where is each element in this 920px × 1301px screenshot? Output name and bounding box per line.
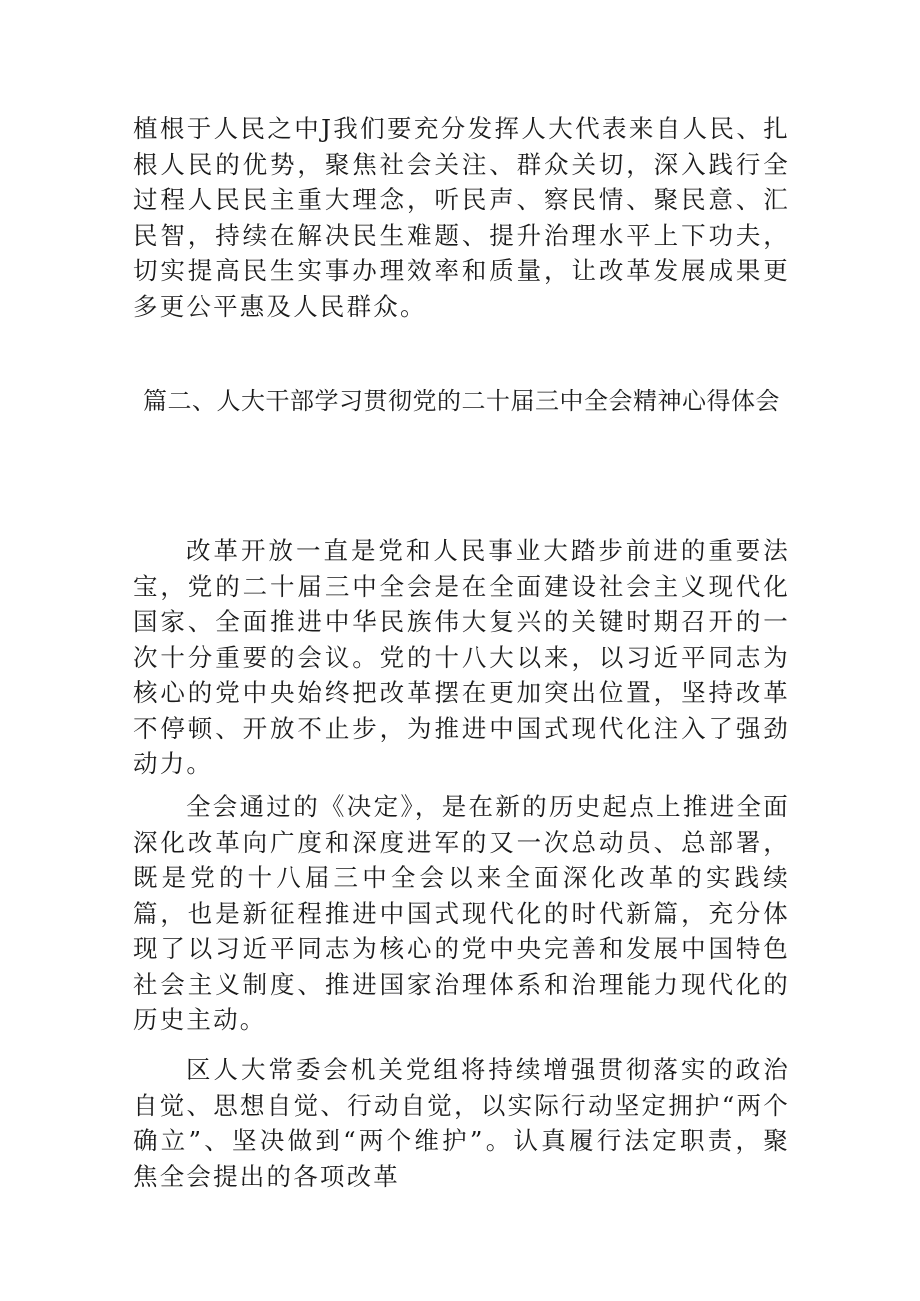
section-title: 篇二、人大干部学习贯彻党的二十届三中全会精神心得体会 — [143, 387, 780, 415]
intro-paragraph: 植根于人民之中J我们要充分发挥人大代表来自人民、扎根人民的优势，聚焦社会关注、群众关切，深入践行全过程人民民主重大理念，听民声、察民情、聚民意、汇民智，持续在解决民生难题、提升治理水平上下功夫，切实提高民生实事办理效率和质量，让改革发展成果更多更公平惠及人民群众。 — [133, 114, 790, 321]
body-paragraph-2: 全会通过的《决定》，是在新的历史起点上推进全面深化改革向广度和深度进军的又一次总动员、总部署，既是党的十八届三中全会以来全面深化改革的实践续篇，也是新征程推进中国式现代化的时代新篇，充分体现了以习近平同志为核心的党中央完善和发展中国特色社会主义制度、推进国家治理体系和治理能力现代化的历史主动。 — [133, 792, 790, 1034]
body-paragraph-1: 改革开放一直是党和人民事业大踏步前进的重要法宝，党的二十届三中全会是在全面建设社会主义现代化国家、全面推进中华民族伟大复兴的关键时期召开的一次十分重要的会议。党的十八大以来，以习近平同志为核心的党中央始终把改革摆在更加突出位置，坚持改革不停顿、开放不止步，为推进中国式现代化注入了强劲动力。 — [133, 536, 790, 778]
body-paragraph-3: 区人大常委会机关党组将持续增强贯彻落实的政治自觉、思想自觉、行动自觉，以实际行动坚定拥护“两个确立”、坚决做到“两个维护”。认真履行法定职责，聚焦全会提出的各项改革 — [133, 1055, 790, 1191]
